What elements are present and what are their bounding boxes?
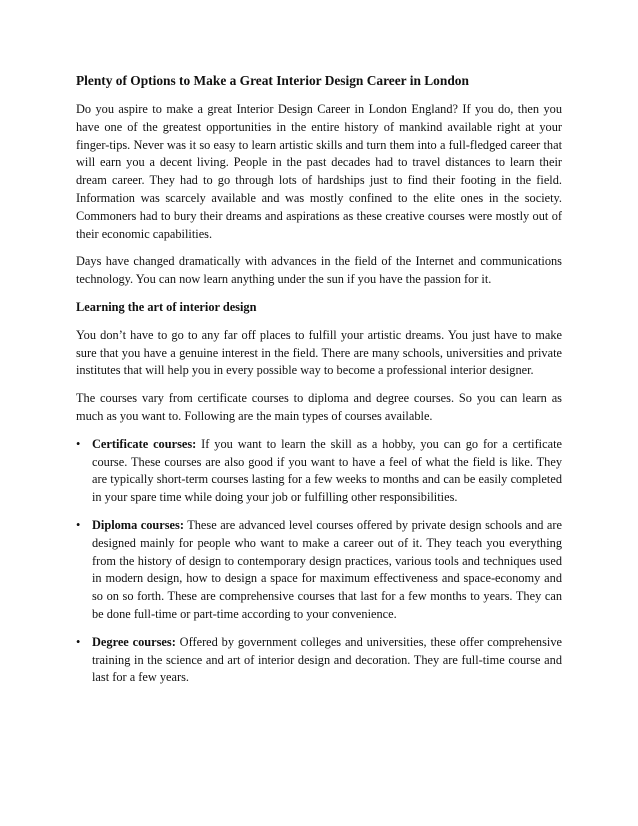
bullet-icon: • bbox=[76, 436, 81, 451]
bullet-term: Degree courses: bbox=[92, 634, 176, 649]
bullet-icon: • bbox=[76, 517, 81, 532]
bullet-term: Certificate courses: bbox=[92, 436, 197, 451]
paragraph-internet: Days have changed dramatically with advances in the field of the Internet and communications technology. You can now learn anything under the sun if you have the passion for it. bbox=[76, 254, 562, 287]
list-item-diploma bbox=[76, 517, 562, 624]
document-title: Plenty of Options to Make a Great Interior Design Career in London bbox=[76, 73, 469, 88]
bullet-text: These are advanced level courses offered by private design schools and are designed mainly for people who want to make a career out of it. They teach you everything from the history of design to contemporary design practices, various tools and techniques used in modern design, how to design a space for maximum effectiveness and space-economy and so on so forth. These are comprehensive courses that last for a few months to years. They can be done full-time or part-time according to your convenience. bbox=[92, 517, 562, 621]
list-item-degree bbox=[76, 634, 562, 687]
paragraph-intro: Do you aspire to make a great Interior Design Career in London England? If you do, then you have one of the greatest opportunities in the entire history of mankind available right at your finger-tips. Never was it so easy to learn artistic skills and turn them into a full-fledged career that will earn you a decent living. People in the past decades had to travel distances to learn their dream career. They had to go through lots of hardships just to find their footing in the field. Information was scarcely available and was mostly confined to the elite ones in the society. Commoners had to bury their dreams and aspirations as these creative courses were mostly out of their economic capabilities. bbox=[76, 102, 562, 241]
course-types-list bbox=[76, 436, 562, 687]
paragraph-courses-vary: The courses vary from certificate courses to diploma and degree courses. So you can learn as much as you want to. Following are the main types of courses available. bbox=[76, 391, 562, 423]
bullet-text: If you want to learn the skill as a hobby, you can go for a certificate course. These courses are also good if you want to have a feel of what the field is like. They are typically short-term courses lasting for a few weeks to months and can be easily completed in your spare time while doing your job or fulfilling other responsibilities. bbox=[92, 436, 562, 505]
section-heading: Learning the art of interior design bbox=[76, 299, 257, 314]
document-page bbox=[76, 72, 562, 697]
bullet-term: Diploma courses: bbox=[92, 517, 184, 532]
paragraph-fulfill: You don’t have to go to any far off places to fulfill your artistic dreams. You just have to make sure that you have a genuine interest in the field. There are many schools, universities and private institutes that will help you in every possible way to become a professional interior designer. bbox=[76, 327, 562, 378]
bullet-text: Offered by government colleges and universities, these offer comprehensive training in the science and art of interior design and decoration. They are full-time course and last for a few years. bbox=[92, 634, 562, 685]
list-item-certificate bbox=[76, 436, 562, 507]
bullet-icon: • bbox=[76, 634, 81, 649]
